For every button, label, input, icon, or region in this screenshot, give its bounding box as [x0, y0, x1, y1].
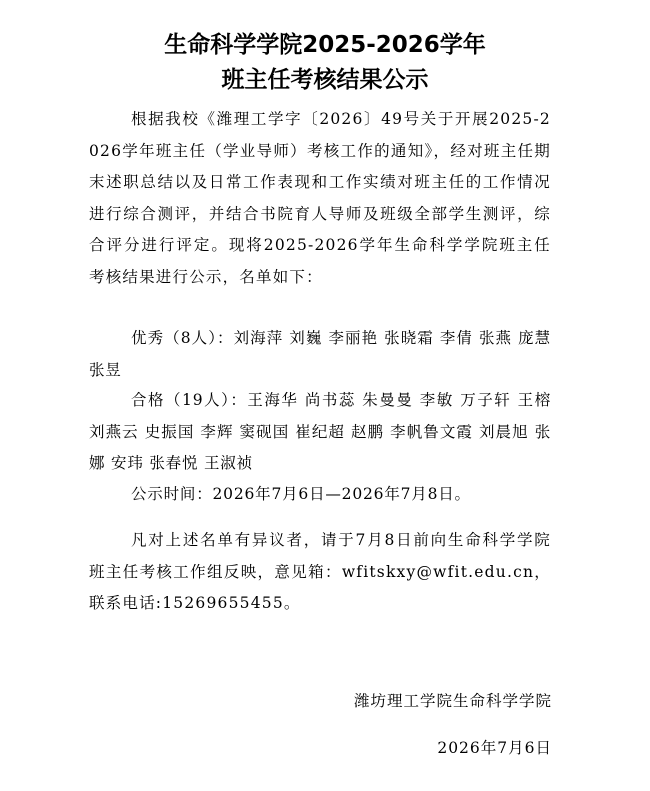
- intro-paragraph: 根据我校《潍理工学字〔2026〕49号关于开展2025-2026学年班主任（学业导师）考核工作的通知》，经对班主任期末述职总结以及日常工作表现和工作实绩对班主任的工作情况进行综合测评，并结合书院育人导师及班级全部学生测评，综合评分进行评定。现将2025-2026学年生命科学学院班主任考核结果进行公示，名单如下：: [89, 110, 551, 286]
- document-title-line-2: 班主任考核结果公示: [221, 67, 429, 93]
- signature-date: 2026年7月6日: [437, 739, 552, 757]
- excellent-list: 优秀（8人）：刘海萍 刘巍 李丽艳 张晓霜 李倩 张燕 庞慧 张昱: [89, 329, 551, 379]
- signature-organization: 潍坊理工学院生命科学学院: [353, 692, 552, 710]
- objection-paragraph: 凡对上述名单有异议者，请于7月8日前向生命科学学院班主任考核工作组反映，意见箱：wfitskxy@wfit.edu.cn，联系电话:15269655455。: [89, 531, 551, 612]
- document-title-line-1: 生命科学学院2025-2026学年: [164, 32, 486, 58]
- publicity-period: 公示时间：2026年7月6日—2026年7月8日。: [131, 485, 471, 503]
- qualified-list: 合格（19人）：王海华 尚书蕊 朱曼曼 李敏 万子轩 王榕 刘燕云 史振国 李辉 窦砚国 崔纪超 赵鹏 李帆鲁文霞 刘晨旭 张娜 安玮 张春悦 王淑祯: [89, 391, 551, 472]
